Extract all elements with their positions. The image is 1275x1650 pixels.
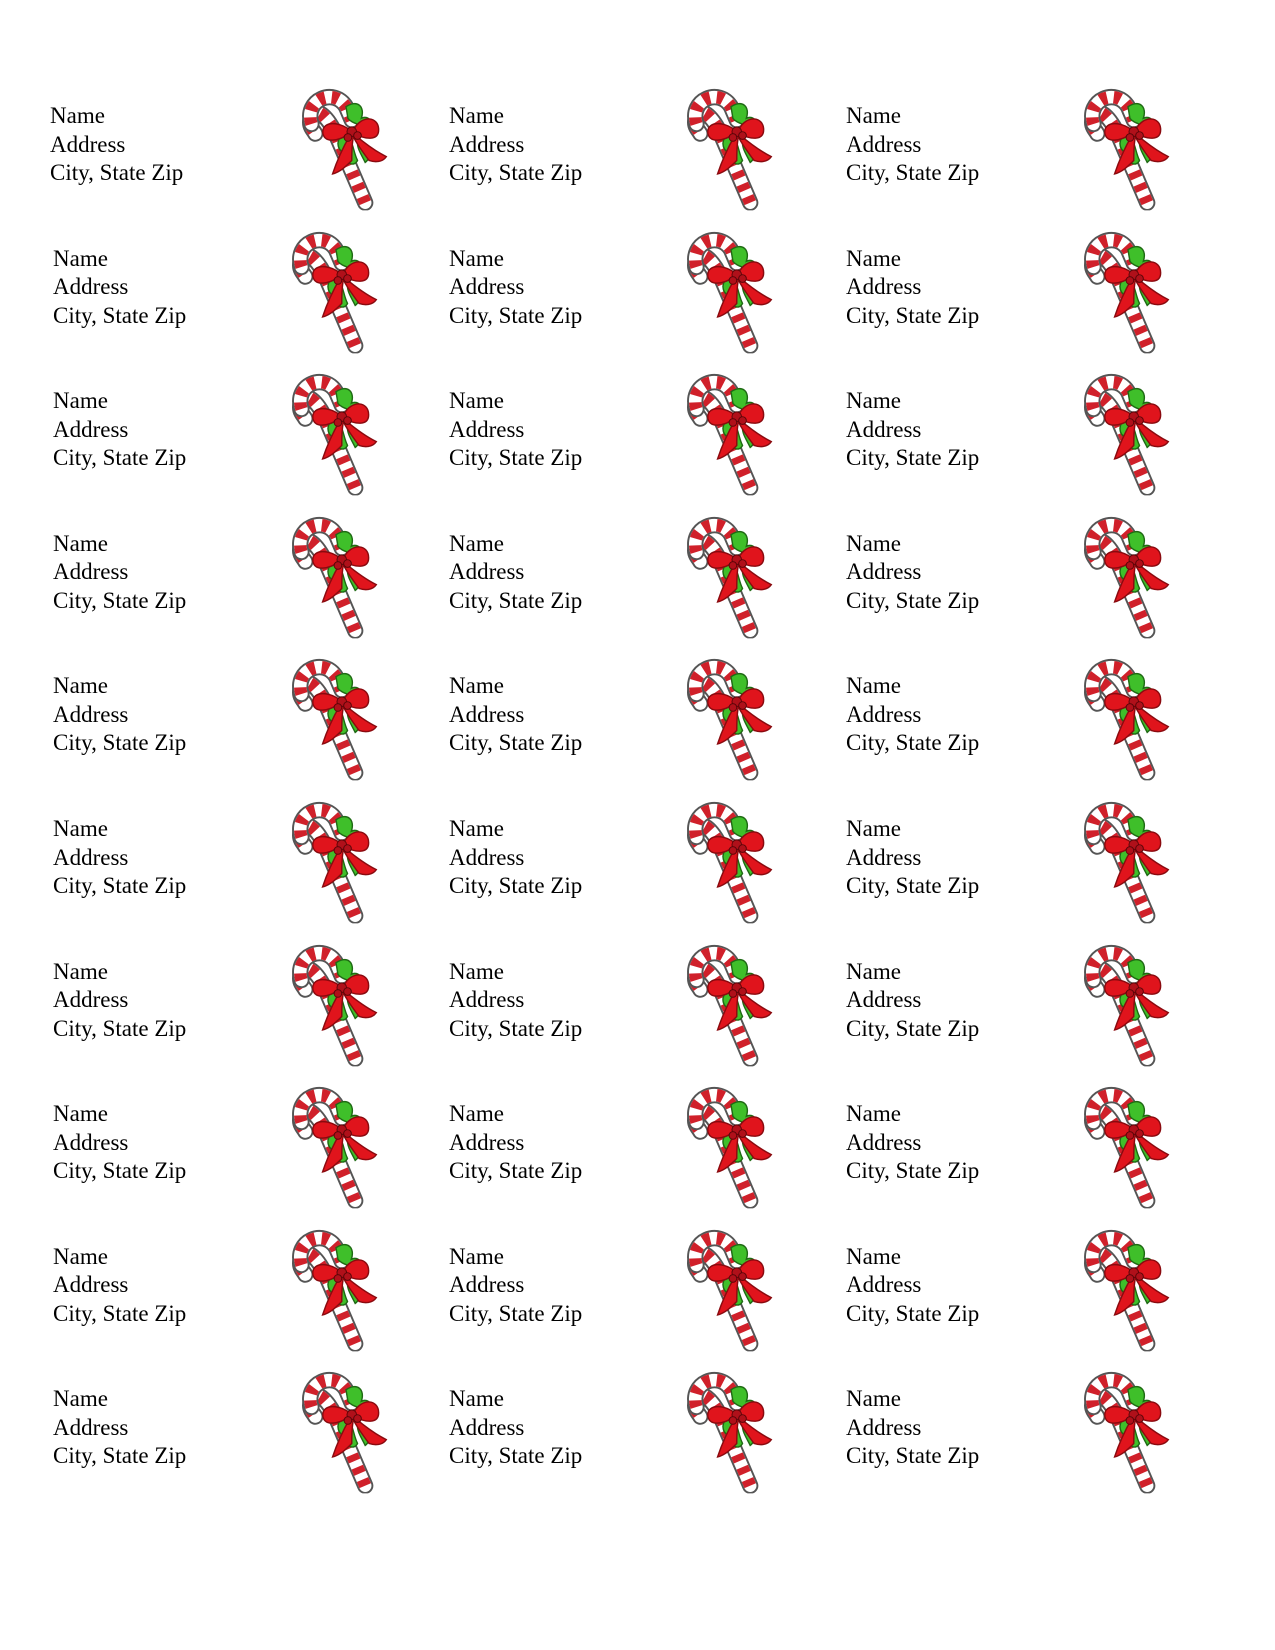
label-name: Name [50, 103, 105, 128]
address-block [846, 1243, 979, 1329]
label-address: Address [449, 131, 525, 157]
label-name: Name [846, 388, 901, 414]
address-label [0, 940, 1275, 1082]
address-block [846, 245, 979, 331]
address-label [0, 654, 1275, 796]
label-name: Name [449, 1243, 504, 1269]
label-name: Name [53, 1243, 108, 1269]
address-block [846, 102, 979, 188]
address-label [0, 1367, 1275, 1509]
address-block [846, 672, 979, 758]
label-address: Address [846, 844, 922, 870]
label-name: Name [53, 388, 108, 414]
address-block [846, 530, 979, 616]
label-city-state-zip: City, State Zip [53, 730, 187, 756]
address-block [846, 1385, 979, 1471]
address-block [846, 387, 979, 473]
label-city-state-zip: City, State Zip [846, 1158, 980, 1184]
label-city-state-zip: City, State Zip [846, 873, 980, 898]
label-city-state-zip: City, State Zip [449, 1300, 583, 1326]
candy-cane-icon [1080, 369, 1176, 497]
candy-cane-icon [1080, 797, 1176, 925]
label-name: Name [449, 958, 504, 984]
label-name: Name [846, 958, 901, 984]
label-address: Address [53, 844, 129, 870]
label-address: Address [846, 274, 922, 300]
label-address: Address [846, 416, 922, 442]
label-address: Address [53, 274, 129, 300]
label-name: Name [846, 816, 901, 841]
candy-cane-icon [1080, 227, 1176, 355]
label-city-state-zip: City, State Zip [846, 445, 980, 471]
address-label [0, 84, 1275, 226]
label-city-state-zip: City, State Zip [449, 1015, 583, 1041]
label-address: Address [449, 1414, 525, 1440]
label-address: Address [53, 559, 129, 585]
label-address: Address [449, 844, 525, 870]
label-name: Name [846, 1386, 901, 1412]
label-name: Name [846, 245, 901, 271]
label-city-state-zip: City, State Zip [846, 1443, 980, 1469]
candy-cane-icon [1080, 940, 1176, 1068]
label-address: Address [53, 1414, 129, 1440]
label-city-state-zip: City, State Zip [449, 160, 583, 185]
label-address: Address [449, 1272, 525, 1298]
label-city-state-zip: City, State Zip [449, 873, 583, 898]
label-city-state-zip: City, State Zip [846, 587, 980, 613]
label-name: Name [846, 103, 901, 128]
address-block [846, 815, 979, 901]
label-name: Name [449, 245, 504, 271]
label-address: Address [449, 416, 525, 442]
label-address: Address [53, 416, 129, 442]
address-label [0, 512, 1275, 654]
label-address: Address [846, 987, 922, 1013]
label-city-state-zip: City, State Zip [53, 1158, 187, 1184]
label-city-state-zip: City, State Zip [846, 160, 980, 185]
address-label [0, 1082, 1275, 1224]
label-city-state-zip: City, State Zip [846, 730, 980, 756]
label-name: Name [449, 816, 504, 841]
label-name: Name [53, 673, 108, 699]
label-city-state-zip: City, State Zip [449, 445, 583, 471]
label-address: Address [846, 131, 922, 157]
label-address: Address [846, 701, 922, 727]
address-label [0, 1225, 1275, 1367]
label-address: Address [449, 1129, 525, 1155]
label-name: Name [846, 1243, 901, 1269]
label-city-state-zip: City, State Zip [449, 1158, 583, 1184]
label-name: Name [846, 530, 901, 556]
label-city-state-zip: City, State Zip [53, 873, 187, 898]
label-city-state-zip: City, State Zip [50, 160, 184, 185]
label-address: Address [846, 559, 922, 585]
label-city-state-zip: City, State Zip [53, 1443, 187, 1469]
label-address: Address [50, 131, 126, 157]
label-city-state-zip: City, State Zip [449, 1443, 583, 1469]
label-address: Address [53, 1129, 129, 1155]
label-name: Name [53, 245, 108, 271]
label-address: Address [846, 1414, 922, 1440]
label-name: Name [53, 816, 108, 841]
label-city-state-zip: City, State Zip [53, 1015, 187, 1041]
label-city-state-zip: City, State Zip [53, 1300, 187, 1326]
label-address: Address [449, 701, 525, 727]
address-label [0, 797, 1275, 939]
label-address: Address [449, 559, 525, 585]
candy-cane-icon [1080, 84, 1176, 212]
candy-cane-icon [1080, 1082, 1176, 1210]
label-name: Name [53, 958, 108, 984]
label-address: Address [53, 987, 129, 1013]
candy-cane-icon [1080, 512, 1176, 640]
label-name: Name [53, 1101, 108, 1127]
label-name: Name [449, 1386, 504, 1412]
label-name: Name [449, 530, 504, 556]
label-name: Name [449, 388, 504, 414]
label-name: Name [53, 1386, 108, 1412]
label-city-state-zip: City, State Zip [846, 1300, 980, 1326]
label-name: Name [449, 1101, 504, 1127]
label-name: Name [846, 673, 901, 699]
label-address: Address [53, 701, 129, 727]
candy-cane-icon [1080, 654, 1176, 782]
label-city-state-zip: City, State Zip [846, 1015, 980, 1041]
label-name: Name [53, 530, 108, 556]
address-block [846, 958, 979, 1044]
candy-cane-icon [1080, 1225, 1176, 1353]
label-name: Name [449, 673, 504, 699]
label-city-state-zip: City, State Zip [449, 730, 583, 756]
label-address: Address [846, 1272, 922, 1298]
label-city-state-zip: City, State Zip [53, 587, 187, 613]
label-address: Address [846, 1129, 922, 1155]
label-city-state-zip: City, State Zip [53, 302, 187, 328]
label-city-state-zip: City, State Zip [53, 445, 187, 471]
label-address: Address [449, 987, 525, 1013]
label-name: Name [449, 103, 504, 128]
label-address: Address [53, 1272, 129, 1298]
address-label [0, 227, 1275, 369]
address-label [0, 369, 1275, 511]
address-block [846, 1100, 979, 1186]
candy-cane-icon [1080, 1367, 1176, 1495]
label-name: Name [846, 1101, 901, 1127]
label-city-state-zip: City, State Zip [846, 302, 980, 328]
label-city-state-zip: City, State Zip [449, 587, 583, 613]
label-city-state-zip: City, State Zip [449, 302, 583, 328]
label-address: Address [449, 274, 525, 300]
